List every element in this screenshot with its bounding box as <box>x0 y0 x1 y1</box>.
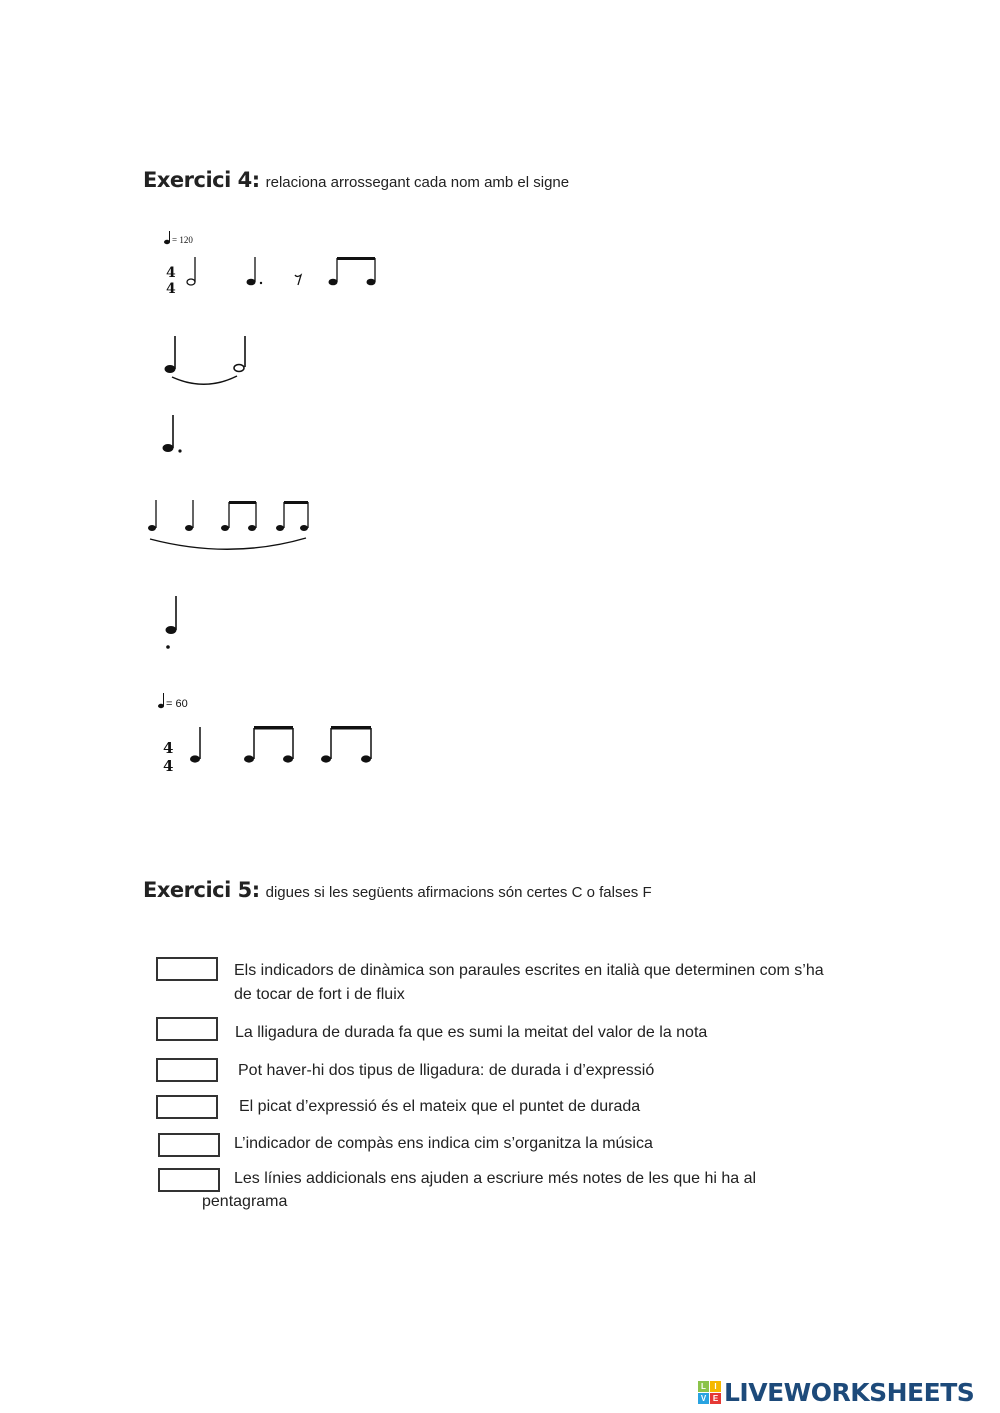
beamed-eighth-notes <box>329 257 376 285</box>
time-signature-top: 4 <box>163 739 174 757</box>
statement-2: La lligadura de durada fa que es sumi la meitat del valor de la nota <box>235 1024 708 1041</box>
exercise-5-title: Exercici 5: <box>143 878 260 902</box>
dotted-quarter-note <box>247 257 263 285</box>
statement-1: Els indicadors de dinàmica son paraules escrites en italià que determinen com s’ha de tocar de fort i de fluix <box>234 962 824 1003</box>
exercise-4-title: Exercici 4: <box>143 168 260 192</box>
time-signature-bottom: 4 <box>166 281 176 297</box>
answer-box-4[interactable] <box>156 1095 218 1119</box>
answer-box-3[interactable] <box>156 1058 218 1082</box>
statement-4: El picat d’expressió és el mateix que el puntet de durada <box>239 1098 641 1115</box>
sign-rhythm-tempo-60[interactable] <box>158 693 371 775</box>
statement-3: Pot haver-hi dos tipus de lligadura: de durada i d’expressió <box>238 1062 655 1079</box>
exercise-5-instruction: digues si les següents afirmacions són certes C o falses F <box>265 884 652 901</box>
time-signature-bottom: 4 <box>163 757 174 775</box>
statement-6: Les línies addicionals ens ajuden a escriure més notes de les que hi ha al <box>234 1170 757 1187</box>
tempo-marking: = 120 <box>172 235 193 245</box>
statement-6-continued: pentagrama <box>202 1193 288 1210</box>
time-signature-top: 4 <box>166 265 176 281</box>
answer-box-6[interactable] <box>158 1168 220 1192</box>
half-note <box>187 279 195 285</box>
sign-tie-duration[interactable] <box>165 336 246 384</box>
sign-rhythm-tempo-120[interactable] <box>164 231 376 297</box>
statement-5: L’indicador de compàs ens indica cim s’organitza la música <box>234 1135 653 1152</box>
tempo-marking: = 60 <box>166 698 188 710</box>
liveworksheets-logo <box>698 1378 974 1407</box>
logo-text: LIVEWORKSHEETS <box>724 1378 975 1407</box>
sign-staccato[interactable] <box>166 596 177 649</box>
exercise-4-instruction: relaciona arrossegant cada nom amb el signe <box>265 174 570 191</box>
exercise-5-heading <box>143 878 652 902</box>
answer-box-5[interactable] <box>158 1133 220 1157</box>
sign-dotted-quarter[interactable] <box>163 415 182 453</box>
logo-cube-icon: L I V E <box>698 1381 721 1404</box>
answer-box-2[interactable] <box>156 1017 218 1041</box>
answer-box-1[interactable] <box>156 957 218 981</box>
sign-slur-expression[interactable] <box>148 500 308 549</box>
eighth-rest <box>295 275 301 285</box>
